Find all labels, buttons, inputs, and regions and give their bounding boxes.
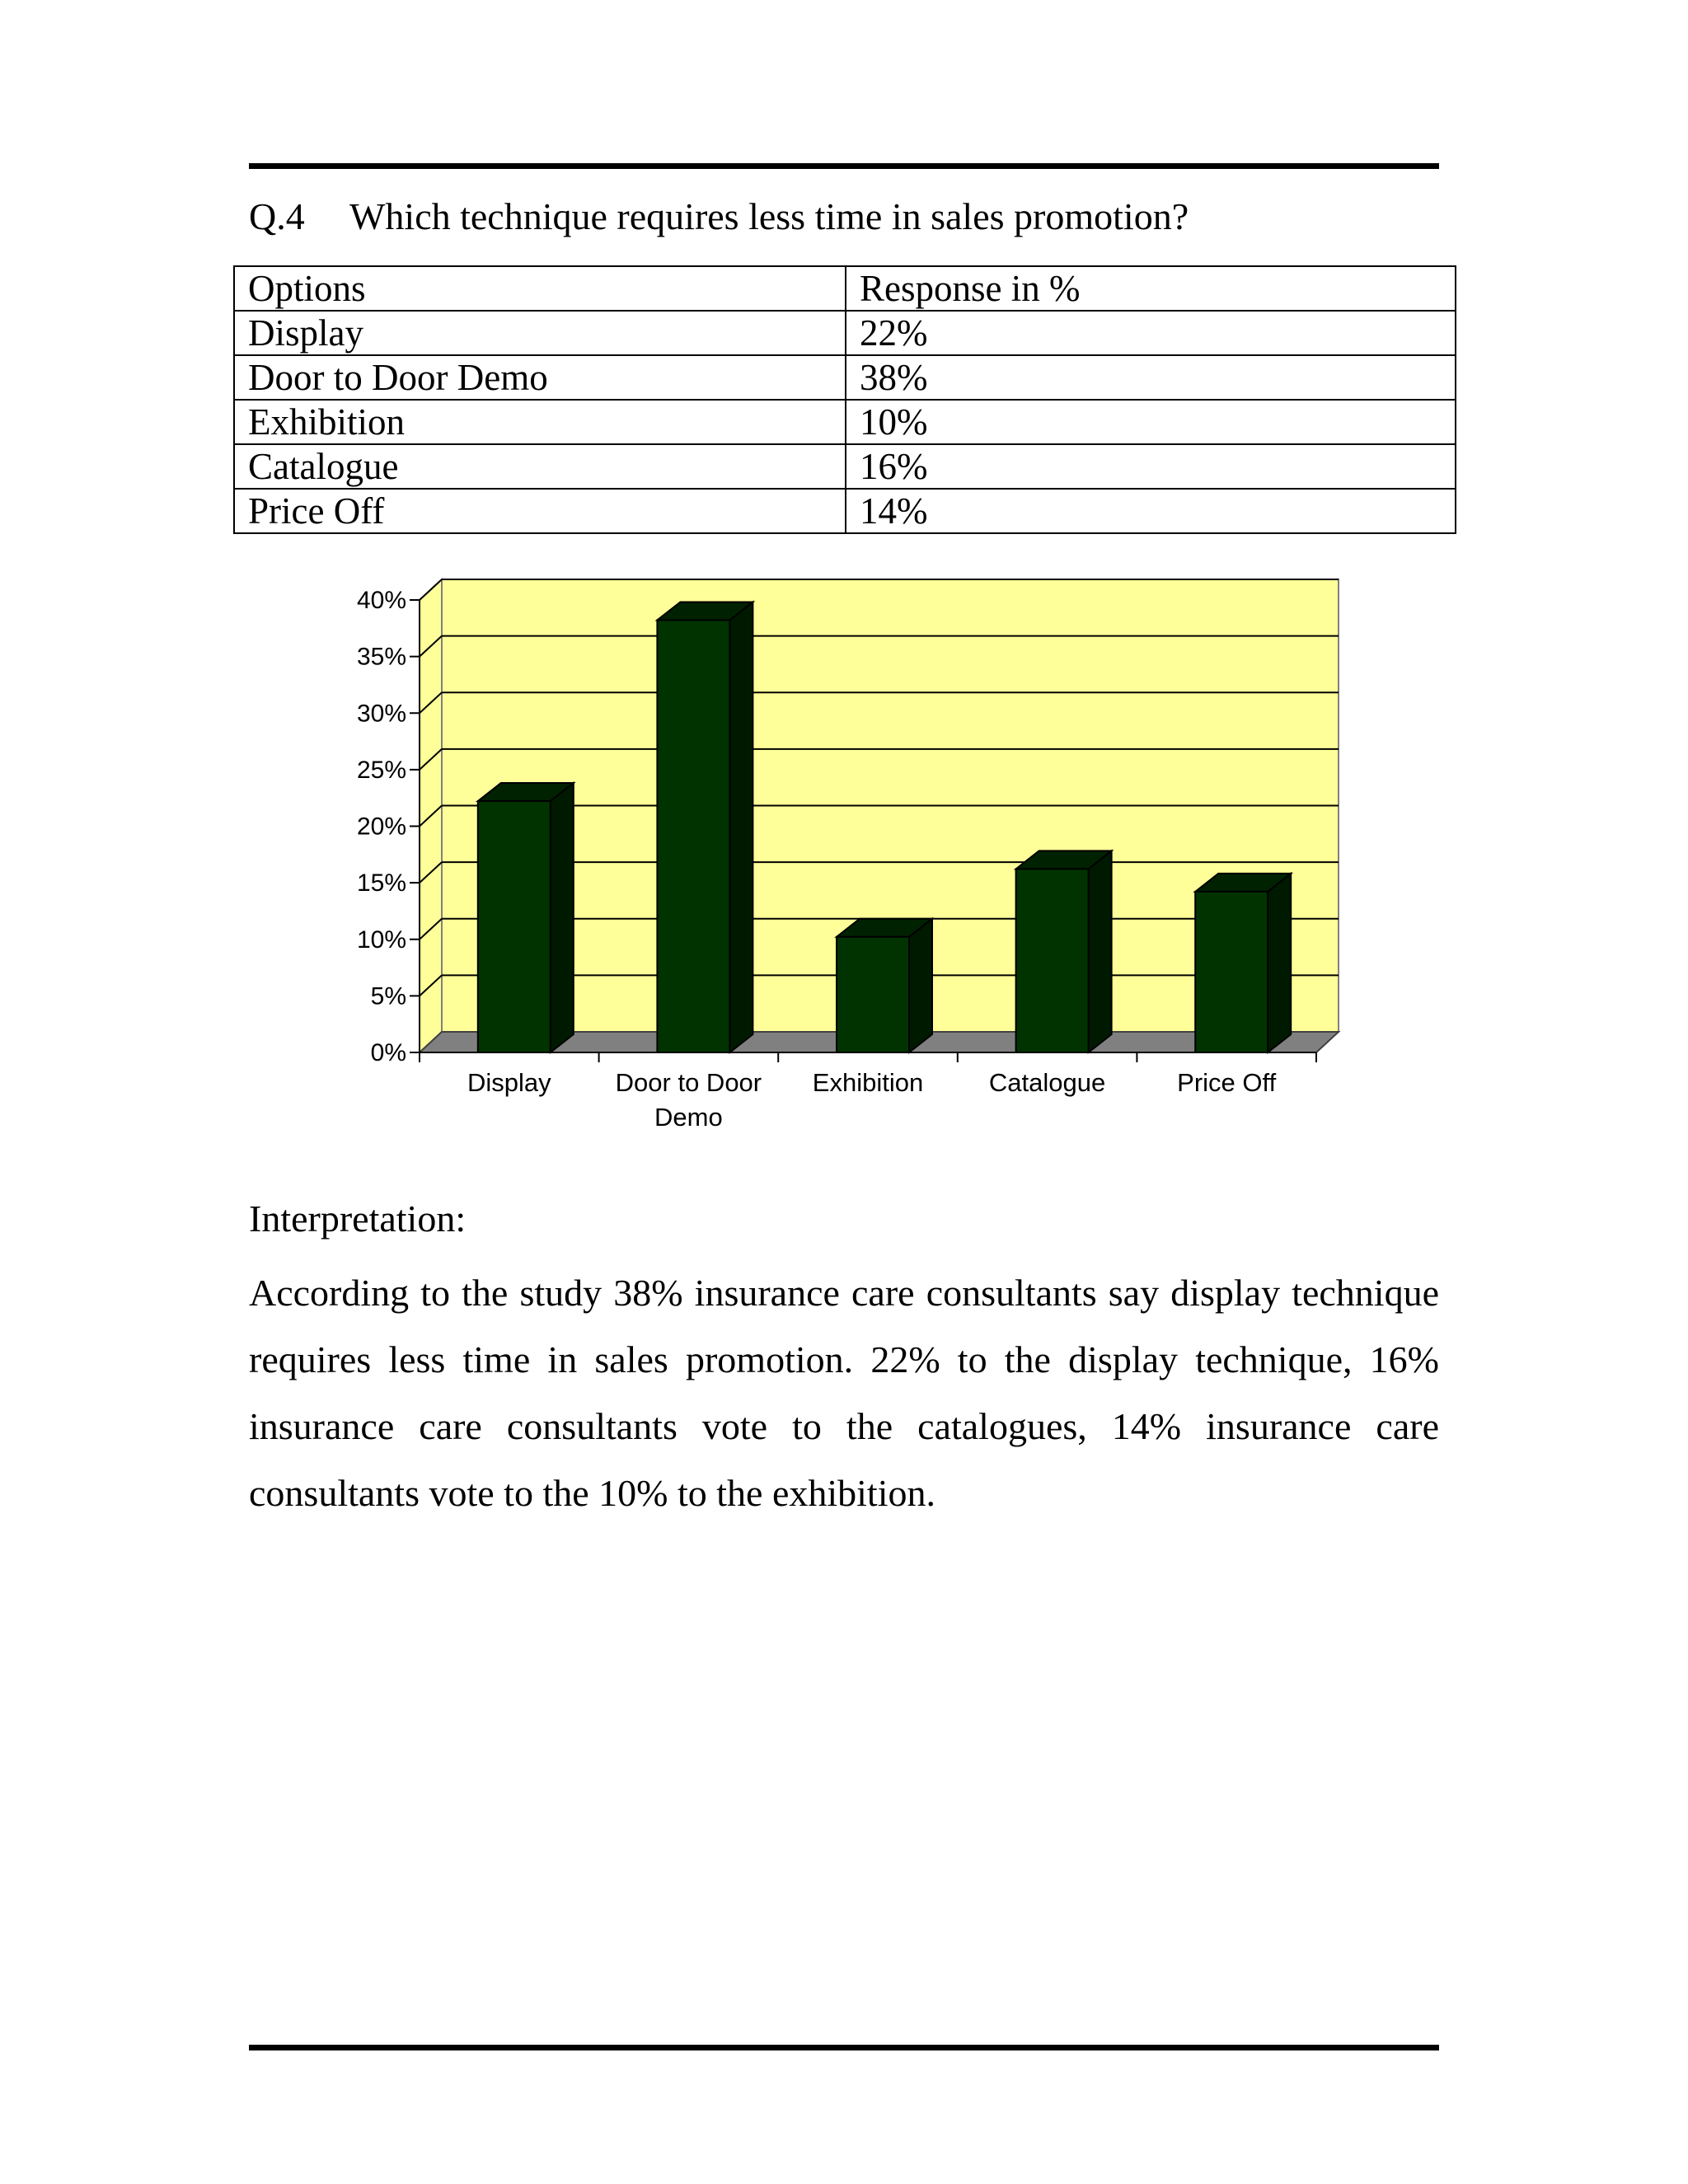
bar-side [1089, 851, 1112, 1052]
y-tick-label: 35% [356, 643, 406, 671]
interpretation-text: According to the study 38% insurance care consultants say display technique requires less time in sales promotion. 22% to the display technique, 16% insurance care consultants vote to the catalogues, 14% insurance care consultants vote to the 10% to the exhibition. [249, 1272, 1439, 1514]
option-cell: Display [234, 311, 846, 355]
x-category-label: Catalogue [988, 1068, 1106, 1097]
option-cell: Catalogue [234, 444, 846, 489]
bar [1016, 869, 1089, 1052]
y-tick-label: 40% [356, 587, 406, 614]
x-category-label: Display [467, 1068, 551, 1097]
bar [1195, 892, 1268, 1052]
interpretation-title: Interpretation: [249, 1197, 467, 1240]
response-cell: 38% [846, 355, 1456, 400]
response-cell: 16% [846, 444, 1456, 489]
y-tick-label: 10% [356, 926, 406, 954]
bar-side [551, 783, 574, 1052]
y-tick-label: 0% [370, 1039, 406, 1066]
header-response: Response in % [846, 266, 1456, 311]
y-tick-label: 15% [356, 869, 406, 898]
bar-side [729, 602, 753, 1052]
option-cell: Door to Door Demo [234, 355, 846, 400]
y-tick-label: 5% [370, 982, 406, 1010]
x-category-label: Price Off [1177, 1068, 1277, 1097]
bar [478, 801, 551, 1052]
y-tick-label: 20% [356, 813, 406, 841]
x-category-label: Demo [654, 1103, 723, 1132]
response-cell: 14% [846, 489, 1456, 533]
y-tick-label: 30% [356, 700, 406, 728]
option-cell: Price Off [234, 489, 846, 533]
x-category-label: Door to Door [615, 1068, 762, 1097]
response-cell: 10% [846, 400, 1456, 444]
header-options: Options [234, 266, 846, 311]
bottom-rule [249, 2045, 1439, 2050]
y-tick-label: 25% [356, 756, 406, 784]
bar [837, 937, 909, 1052]
bar-side [909, 919, 932, 1052]
response-cell: 22% [846, 311, 1456, 355]
bar [657, 620, 729, 1052]
question-number: Q.4 [249, 195, 305, 237]
x-category-label: Exhibition [812, 1068, 924, 1097]
question-text: Which technique requires less time in sales promotion? [349, 195, 1189, 237]
bar-side [1268, 874, 1291, 1052]
option-cell: Exhibition [234, 400, 846, 444]
